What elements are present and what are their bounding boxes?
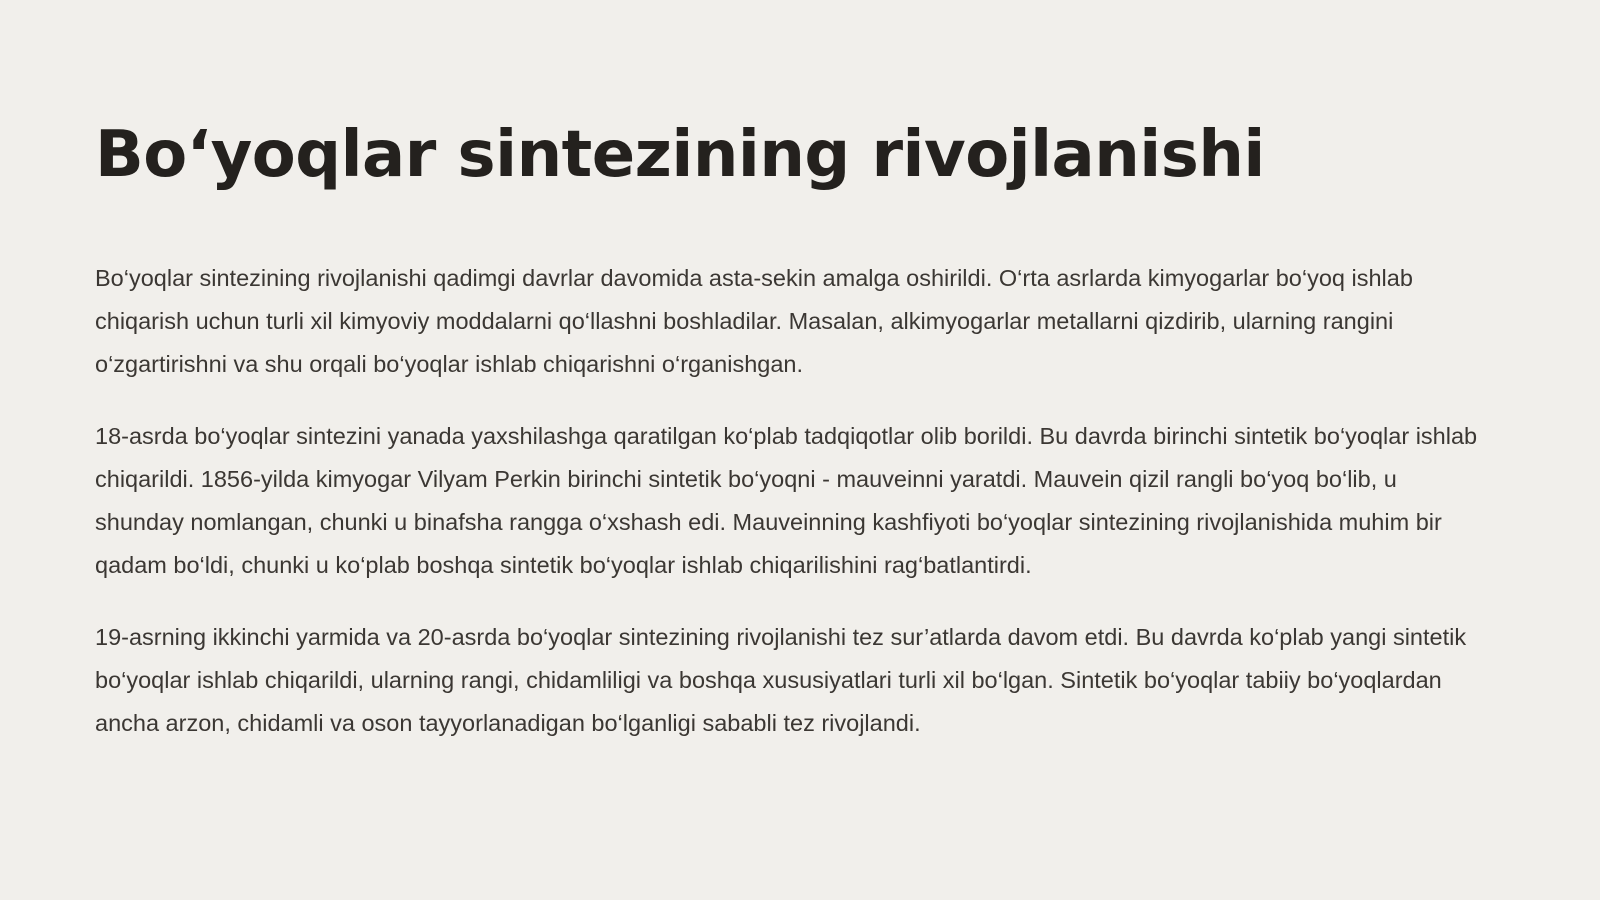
paragraph-1: Bo‘yoqlar sintezining rivojlanishi qadimgi davrlar davomida asta-sekin amalga oshirildi. O‘rta asrlarda kimyogarlar bo‘yoq ishlab chiqarish uchun turli xil kimyoviy moddalarni qo‘llashni boshladilar. Masalan, alkimyogarlar metallarni qizdirib, ularning rangini o‘zgartirishni va shu orqali bo‘yoqlar ishlab chiqarishni o‘rganishgan. [95,264,1413,377]
paragraph-3: 19-asrning ikkinchi yarmida va 20-asrda bo‘yoqlar sintezining rivojlanishi tez sur’atlarda davom etdi. Bu davrda ko‘plab yangi sintetik bo‘yoqlar ishlab chiqarildi, ularning rangi, chidamliligi va boshqa xususiyatlari turli xil bo‘lgan. Sintetik bo‘yoqlar tabiiy bo‘yoqlardan ancha arzon, chidamli va oson tayyorlanadigan bo‘lganligi sababli tez rivojlandi. [95,623,1467,736]
slide-title: Bo‘yoqlar sintezining rivojlanishi [95,118,1265,192]
paragraph-2: 18-asrda bo‘yoqlar sintezini yanada yaxshilashga qaratilgan ko‘plab tadqiqotlar olib borildi. Bu davrda birinchi sintetik bo‘yoqlar ishlab chiqarildi. 1856-yilda kimyogar Vilyam Perkin birinchi sintetik bo‘yoqni - mauveinni yaratdi. Mauvein qizil rangli bo‘yoq bo‘lib, u shunday nomlangan, chunki u binafsha rangga o‘xshash edi. Mauveinning kashfiyoti bo‘yoqlar sintezining rivojlanishida muhim bir qadam bo‘ldi, chunki u ko‘plab boshqa sintetik bo‘yoqlar ishlab chiqarilishini rag‘batlantirdi. [95,422,1478,578]
slide-content [95,118,1485,774]
